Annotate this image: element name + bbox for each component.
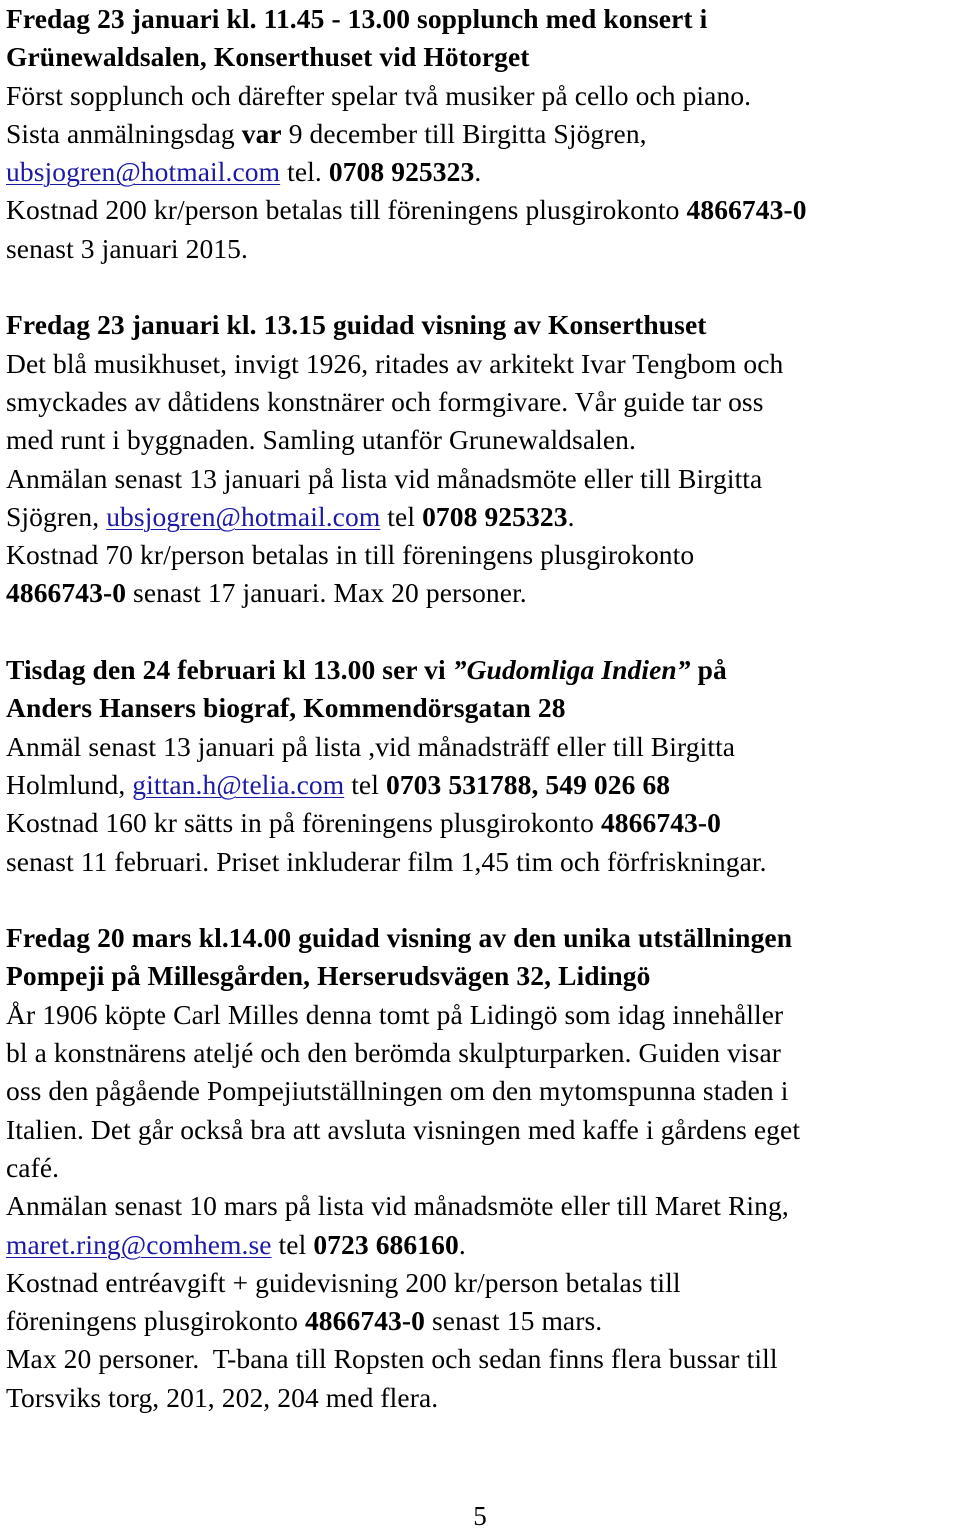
event-text: Anmäl senast 13 januari på lista ,vid månadsträff eller till Birgitta — [6, 730, 736, 762]
text-fragment: tel — [380, 500, 423, 532]
email-link[interactable]: ubsjogren@hotmail.com — [6, 156, 281, 188]
film-title: ”Gudomliga Indien” — [452, 654, 691, 686]
text-fragment: Sjögren, — [6, 500, 107, 532]
event-text — [6, 191, 951, 229]
event-text: bl a konstnärens ateljé och den berömda skulpturparken. Guiden visar — [6, 1037, 782, 1069]
text-fragment: senast 17 januari. Max 20 personer. — [126, 577, 527, 609]
document-page — [6, 0, 951, 1417]
event-text — [6, 498, 951, 536]
account-number: 4866743-0 — [304, 1305, 426, 1337]
event-text: smyckades av dåtidens konstnärer och formgivare. Vår guide tar oss — [6, 385, 764, 417]
event-text: senast 3 januari 2015. — [6, 232, 249, 264]
text-fragment: tel. — [280, 156, 329, 188]
text-fragment: var — [241, 117, 282, 149]
section-gap — [6, 881, 951, 919]
phone-number: 0708 925323 — [422, 500, 568, 532]
event-text: Torsviks torg, 201, 202, 204 med flera. — [6, 1381, 439, 1413]
text-fragment: senast 15 mars. — [425, 1305, 603, 1337]
text-fragment: Sista anmälningsdag — [6, 117, 242, 149]
text-fragment: Holmlund, — [6, 768, 133, 800]
event-gudomliga-indien — [6, 651, 951, 881]
event-text — [6, 115, 951, 153]
phone-number: 0703 531788, 549 026 68 — [385, 768, 671, 800]
event-text — [6, 1302, 951, 1340]
text-fragment: föreningens plusgirokonto — [6, 1305, 305, 1337]
text-fragment: Kostnad 160 kr sätts in på föreningens plusgirokonto — [6, 807, 601, 839]
phone-number: 0708 925323 — [328, 156, 475, 188]
email-link[interactable]: maret.ring@comhem.se — [6, 1228, 272, 1260]
account-number: 4866743-0 — [686, 194, 807, 226]
event-text: senast 11 februari. Priset inkluderar film 1,45 tim och förfriskningar. — [6, 845, 767, 877]
event-text: med runt i byggnaden. Samling utanför Grunewaldsalen. — [6, 424, 637, 456]
event-text: År 1906 köpte Carl Milles denna tomt på Lidingö som idag innehåller — [6, 998, 784, 1030]
account-number: 4866743-0 — [600, 807, 722, 839]
event-text: oss den pågående Pompejiutställningen om den mytomspunna staden i — [6, 1075, 789, 1107]
text-fragment: på — [690, 654, 727, 686]
text-fragment: Kostnad 200 kr/person betalas till föreningens plusgirokonto — [6, 194, 687, 226]
event-heading: Fredag 20 mars kl.14.00 guidad visning av den unika utställningen — [6, 922, 793, 954]
event-text: Max 20 personer. T-bana till Ropsten och sedan finns flera bussar till — [6, 1343, 778, 1375]
section-gap — [6, 268, 951, 306]
text-fragment: . — [474, 156, 482, 188]
event-text — [6, 766, 951, 804]
event-text — [6, 804, 951, 842]
email-link[interactable]: ubsjogren@hotmail.com — [106, 500, 381, 532]
event-text: café. — [6, 1151, 60, 1183]
event-heading: Fredag 23 januari kl. 13.15 guidad visning av Konserthuset — [6, 309, 707, 341]
text-fragment: 9 december till Birgitta Sjögren, — [281, 117, 647, 149]
event-text: Det blå musikhuset, invigt 1926, ritades av arkitekt Ivar Tengbom och — [6, 347, 784, 379]
event-text: Anmälan senast 10 mars på lista vid månadsmöte eller till Maret Ring, — [6, 1190, 789, 1222]
text-fragment: Tisdag den 24 februari kl 13.00 ser vi — [6, 654, 453, 686]
page-number: 5 — [473, 1501, 487, 1531]
event-heading: Anders Hansers biograf, Kommendörsgatan 28 — [6, 692, 566, 724]
event-text: Först sopplunch och därefter spelar två musiker på cello och piano. — [6, 79, 752, 111]
event-heading: Fredag 23 januari kl. 11.45 - 13.00 sopplunch med konsert i — [6, 3, 708, 34]
event-konserthuset-visning — [6, 306, 951, 612]
account-number: 4866743-0 — [6, 577, 127, 609]
event-text: Anmälan senast 13 januari på lista vid månadsmöte eller till Birgitta — [6, 462, 763, 494]
event-heading: Grünewaldsalen, Konserthuset vid Hötorget — [6, 41, 530, 73]
event-sopplunch — [6, 0, 951, 268]
event-text: Kostnad entréavgift + guidevisning 200 kr/person betalas till — [6, 1266, 681, 1298]
phone-number: 0723 686160 — [313, 1228, 459, 1260]
event-text: Italien. Det går också bra att avsluta visningen med kaffe i gårdens eget — [6, 1113, 801, 1145]
event-text — [6, 153, 951, 191]
text-fragment: . — [567, 500, 575, 532]
event-text — [6, 1226, 951, 1264]
email-link[interactable]: gittan.h@telia.com — [132, 768, 345, 800]
event-text: Kostnad 70 kr/person betalas in till föreningens plusgirokonto — [6, 539, 695, 571]
event-pompeji-millesgarden — [6, 919, 951, 1417]
event-text — [6, 574, 951, 612]
section-gap — [6, 613, 951, 651]
text-fragment: . — [458, 1228, 466, 1260]
event-heading — [6, 651, 951, 689]
event-heading: Pompeji på Millesgården, Herserudsvägen 32, Lidingö — [6, 960, 651, 992]
text-fragment: tel — [344, 768, 386, 800]
text-fragment: tel — [271, 1228, 314, 1260]
